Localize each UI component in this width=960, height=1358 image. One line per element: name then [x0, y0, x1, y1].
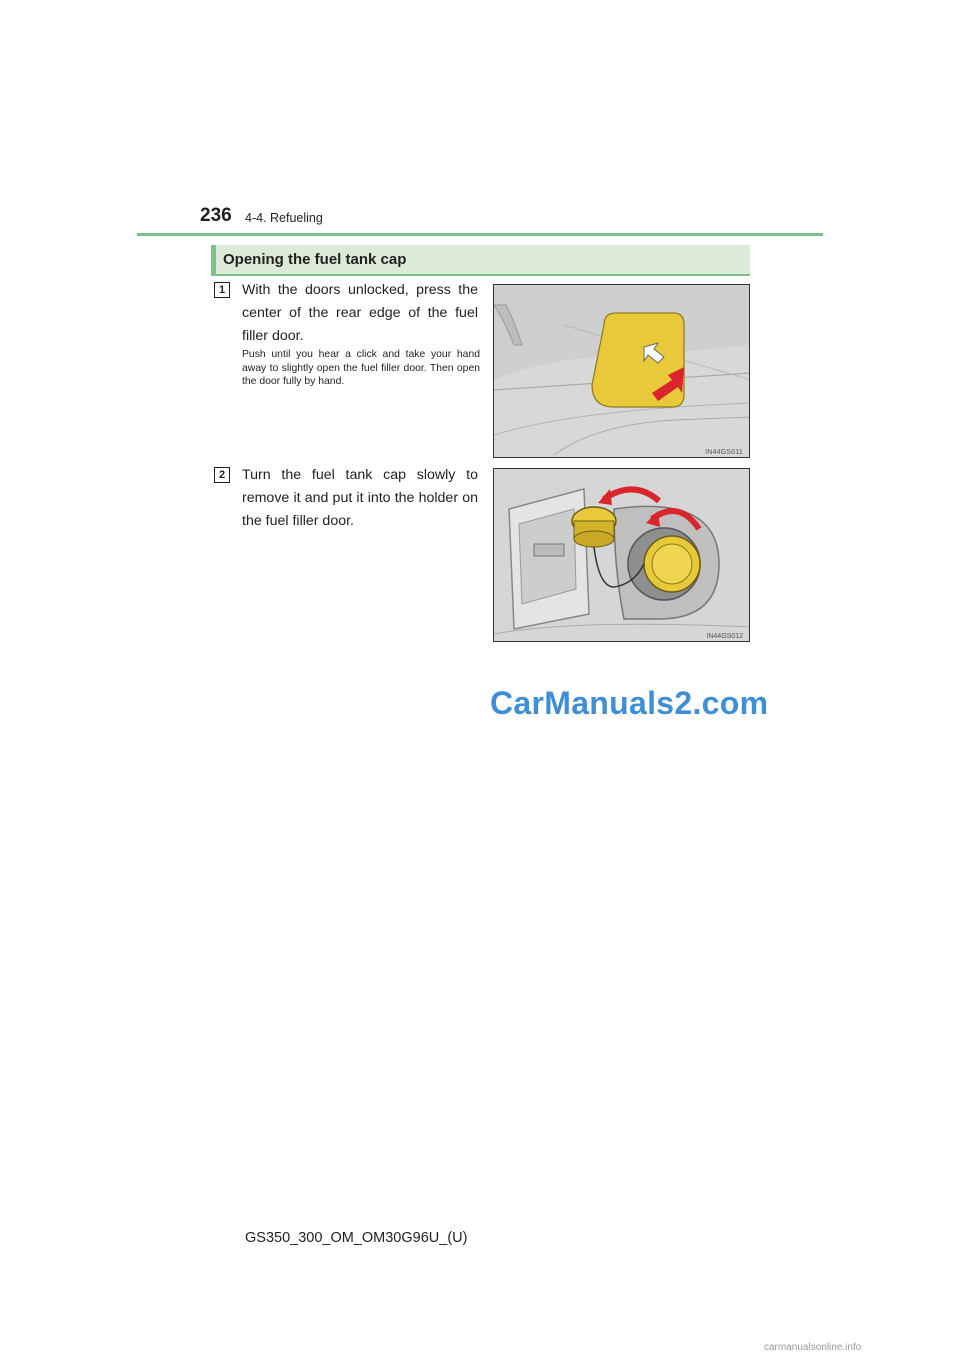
- step-1-badge: 1: [214, 282, 230, 298]
- section-heading-bar: [211, 245, 750, 276]
- step-1-note: Push until you hear a click and take your hand away to slightly open the fuel filler door. Then open the door fully by hand.: [242, 349, 480, 387]
- figure-2-code: IN44GS012: [706, 633, 743, 640]
- footer-document-code: GS350_300_OM_OM30G96U_(U): [245, 1230, 468, 1246]
- running-section-title: 4-4. Refueling: [245, 211, 323, 225]
- header-rule: [137, 233, 823, 236]
- step-2-badge: 2: [214, 467, 230, 483]
- section-heading: Opening the fuel tank cap: [223, 251, 407, 268]
- watermark-carmanuals2[interactable]: CarManuals2.com: [490, 685, 769, 721]
- heading-accent-bar: [211, 245, 216, 274]
- figure-1-code: IN44GS011: [705, 449, 743, 456]
- fuel-tank-cap-illustration: [493, 468, 750, 642]
- watermark-carmanualsonline[interactable]: carmanualsonline.info: [764, 1342, 862, 1353]
- page-number: 236: [200, 205, 232, 226]
- fuel-filler-door-illustration: [493, 284, 750, 458]
- fuel-door-press-drawing: [494, 285, 750, 458]
- step-2-text: Turn the fuel tank cap slowly to remove it and put it into the holder on the fuel filler door.: [242, 467, 478, 529]
- step-1-text: With the doors unlocked, press the center of the rear edge of the fuel filler door.: [242, 282, 478, 344]
- fuel-cap-removal-drawing: [494, 469, 750, 642]
